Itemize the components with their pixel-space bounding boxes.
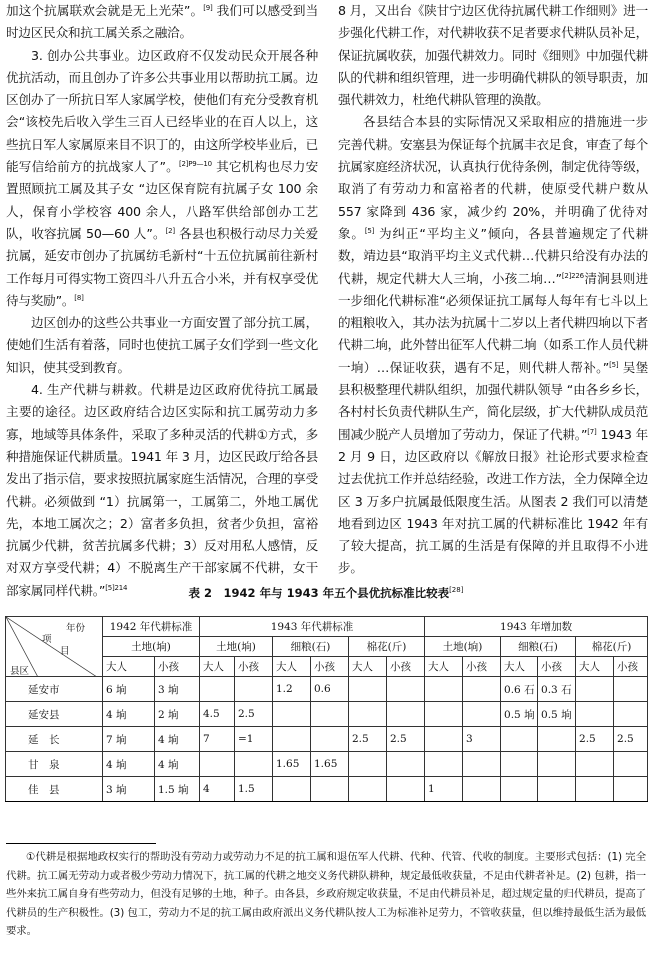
table-cell xyxy=(576,777,614,802)
adult-header: 大人 xyxy=(349,657,387,677)
table-cell: 2.5 xyxy=(614,727,648,752)
child-header: 小孩 xyxy=(235,657,273,677)
table-cell xyxy=(387,677,425,702)
table-cell: 0.5 垧 xyxy=(501,702,538,727)
table-cell: 4.5 xyxy=(200,702,235,727)
sub-header: 细粮(石) xyxy=(501,637,576,657)
group-header: 1942 年代耕标准 xyxy=(103,617,200,637)
table-cell xyxy=(349,702,387,727)
adult-header: 大人 xyxy=(576,657,614,677)
sub-header: 棉花(斤) xyxy=(576,637,648,657)
table-cell xyxy=(273,727,311,752)
table-cell xyxy=(614,677,648,702)
table-cell: 2 垧 xyxy=(155,702,200,727)
county-cell: 延安县 xyxy=(6,702,103,727)
footnote-text: ①代耕是根据地政权实行的帮助没有劳动力或劳动力不足的抗工属和退伍军人代耕、代种、代管、代收的制度。主要形式包括：(1) 完全代耕。抗工属无劳动力或者极少劳动力情况下，抗工属的代耕之地交义务代耕队耕种，规定最低收获量，不足由代耕者补足。(2) 包耕，指一些外来抗工属自身有些劳动力，但没有足够的土地，种子。由各县，乡政府规定收获量，不足由代耕员补足，超过规定量的归代耕员，提高了代耕员的生产积极性。(3) 包工，劳动力不足的抗工属由政府派出义务代耕队按人工为标准补足劳力，不管收获量，但以维持最低生活为最低要求。 xyxy=(6,851,646,938)
table-cell: 7 垧 xyxy=(103,727,155,752)
table-cell xyxy=(425,752,463,777)
left-paragraph-1: 加这个抗属联欢会就是无上光荣”。[9] 我们可以感受到当时边区民众和抗工属关系之融洽。 xyxy=(6,3,318,41)
table-cell xyxy=(614,702,648,727)
footnote-divider xyxy=(6,843,156,844)
right-column xyxy=(338,0,648,580)
table-cell: 0.3 石 xyxy=(538,677,576,702)
table-cell xyxy=(614,752,648,777)
table-cell xyxy=(463,777,501,802)
table-cell: 4 垧 xyxy=(103,752,155,777)
table-cell xyxy=(463,752,501,777)
table-cell xyxy=(349,752,387,777)
table-cell xyxy=(349,777,387,802)
table-cell: 3 垧 xyxy=(103,777,155,802)
child-header: 小孩 xyxy=(311,657,349,677)
sub-header: 土地(垧) xyxy=(200,637,273,657)
table-cell: 1 xyxy=(425,777,463,802)
adult-header: 大人 xyxy=(200,657,235,677)
comparison-table xyxy=(5,616,647,802)
table-cell xyxy=(273,702,311,727)
table-cell: 2.5 xyxy=(235,702,273,727)
table-cell xyxy=(273,777,311,802)
table-cell xyxy=(200,677,235,702)
table-cell xyxy=(235,752,273,777)
table-corner-cell xyxy=(6,617,103,677)
group-header: 1943 年代耕标准 xyxy=(200,617,425,637)
table-cell: =1 xyxy=(235,727,273,752)
table-cell xyxy=(425,677,463,702)
corner-county: 县区 xyxy=(10,666,30,677)
table-cell: 1.65 xyxy=(311,752,349,777)
table-cell: 1.65 xyxy=(273,752,311,777)
left-paragraph-2: 3. 创办公共事业。边区政府不仅发动民众开展各种优抗活动，而且创办了许多公共事业用以帮助抗工属。边区创办了一所抗日军人家属学校，使他们有充分受教育机会“该校先后收入学生三百人已经毕业的在百人以上，这些抗日军人家属原来目不识丁的，由这所学校毕业后，已能写信给前方的抗战家人了”。$^{[2]P9—10}$ 其它机构也尽力安置照顾抗工属及其子女 “边区保育院有抗属子女 100 余人，保育小学校容 400 余人，八路军供给部创办工艺队，收容抗属 50—60 人”。[2] 各县也积极行动尽力关爱抗属，延安市创办了抗属纺毛新村“十五位抗属前往新村工作每月可得实物工资四斗八升五合小米，并有权享受优待与奖励”。[8] xyxy=(6,47,318,308)
table-cell xyxy=(200,752,235,777)
table-cell: 0.6 石 xyxy=(501,677,538,702)
corner-year: 年份 xyxy=(66,623,86,634)
table-cell xyxy=(235,677,273,702)
table-cell xyxy=(311,727,349,752)
adult-header: 大人 xyxy=(425,657,463,677)
adult-header: 大人 xyxy=(273,657,311,677)
sub-header: 土地(垧) xyxy=(103,637,200,657)
right-paragraph-1: 8 月，又出台《陕甘宁边区优待抗属代耕工作细则》进一步强化代耕工作，对代耕收获不足者要求代耕队员补足，保证抗属收获，加强代耕效力。同时《细则》中加强代耕队的代耕和组织管理，进一步明确代耕队的领导职责，加强代耕效力，杜绝代耕队管理的涣散。 xyxy=(338,3,648,108)
child-header: 小孩 xyxy=(614,657,648,677)
group-header: 1943 年增加数 xyxy=(425,617,648,637)
table-cell: 1.5 垧 xyxy=(155,777,200,802)
table-cell xyxy=(501,777,538,802)
table-row xyxy=(6,677,648,702)
left-column xyxy=(6,0,318,602)
table-cell xyxy=(311,702,349,727)
corner-item-1: 项 xyxy=(42,634,52,645)
child-header: 小孩 xyxy=(155,657,200,677)
table-cell: 4 垧 xyxy=(155,727,200,752)
table-cell xyxy=(538,752,576,777)
child-header: 小孩 xyxy=(463,657,501,677)
table-row xyxy=(6,727,648,752)
table-cell xyxy=(387,777,425,802)
table-cell xyxy=(576,677,614,702)
left-paragraph-3: 边区创办的这些公共事业一方面安置了部分抗工属，使她们生活有着落，同时也使抗工属子女们学到一些文化知识，使其受到教育。 xyxy=(6,315,318,375)
table-cell xyxy=(387,752,425,777)
table-cell: 4 xyxy=(200,777,235,802)
table-cell xyxy=(425,727,463,752)
table-cell: 7 xyxy=(200,727,235,752)
table-cell xyxy=(501,727,538,752)
sub-header: 细粮(石) xyxy=(273,637,349,657)
table-cell xyxy=(501,752,538,777)
table-cell: 0.6 xyxy=(311,677,349,702)
table-row xyxy=(6,752,648,777)
footnote-marker: ① xyxy=(256,426,268,442)
table-row xyxy=(6,702,648,727)
table-cell: 3 垧 xyxy=(155,677,200,702)
table-cell: 4 垧 xyxy=(155,752,200,777)
sub-header: 土地(垧) xyxy=(425,637,501,657)
table-cell xyxy=(463,677,501,702)
table-cell xyxy=(538,727,576,752)
table-cell: 2.5 xyxy=(349,727,387,752)
table-cell xyxy=(463,702,501,727)
table-cell: 3 xyxy=(463,727,501,752)
table-cell xyxy=(349,677,387,702)
child-header: 小孩 xyxy=(387,657,425,677)
table-cell: 0.5 垧 xyxy=(538,702,576,727)
table-cell: 2.5 xyxy=(576,727,614,752)
right-paragraph-2: 各县结合本县的实际情况又采取相应的措施进一步完善代耕。安塞县为保证每个抗属丰衣足食，审查了每个抗属家庭经济状况，认真执行优待条例，制定优待等级，取消了有劳动力和富裕者的代耕，使原受代耕户数从 557 家降到 436 家，减少约 20%，并明确了优待对象。[5] 为纠正“平均主义”倾向，各县普遍规定了代耕数，靖边县“取消平均主义式代耕…代耕只给没有办法的代耕，规定代耕大人三垧，小孩二垧…”$^{[2]226}$清涧县则进一步细化代耕标准“必须保证抗工属每人每年有七斗以上的粗粮收入，其办法为抗属十二岁以上者代耕四垧以下者代耕二垧，此外替出征军人代耕二垧（如系工作人员代耕一垧）…保证收获，遇有不足，则代耕人帮补。”[5] 吴堡县积极整理代耕队组织，加强代耕队领导 “由各乡乡长，各村村长负责代耕队生产，简化层级，扩大代耕队成员范围减少脱产人员增加了劳动力，保证了代耕。”[7] 1943 年 2 月 9 日，边区政府以《解放日报》社论形式要求检查过去优抗工作并总结经验，改进工作方法，全力保障全边区 3 万多户抗属最低限度生活。从图表 2 我们可以清楚地看到边区 1943 年对抗工属的代耕标准比 1942 年有了较大提高，抗工属的生活是有保障的并且取得不小进步。 xyxy=(338,114,649,576)
table-cell xyxy=(614,777,648,802)
left-paragraph-4: 4. 生产代耕与耕救。代耕是边区政府优待抗工属最主要的途径。边区政府结合边区实际和抗工属劳动力多寡，地域等具体条件，采取了多种灵活的代耕①方式，多种措施保证代耕质量。1941 年 3 月，边区民政厅给各县发出了指示信，要求按照抗属家庭生活情况，合理的享受代耕。必须做到 “1）抗属第一，工属第二，外地工属优先，本地工属次之；2）富者多负担，贫者少负担，富裕抗属少代耕，贫苦抗属多代耕；3）反对用私人感情，反对双方享受代耕；4）不脱离生产干部家属不代耕，女干部家属同样代耕。”$^{[5]214}$ xyxy=(6,382,318,598)
adult-header: 大人 xyxy=(501,657,538,677)
county-cell: 甘 泉 xyxy=(6,752,103,777)
table-cell: 2.5 xyxy=(387,727,425,752)
table-cell: 4 垧 xyxy=(103,702,155,727)
table-row xyxy=(6,777,648,802)
table-cell xyxy=(576,752,614,777)
table-cell xyxy=(311,777,349,802)
table-cell: 6 垧 xyxy=(103,677,155,702)
sub-header: 棉花(斤) xyxy=(349,637,425,657)
corner-item-2: 目 xyxy=(60,646,70,657)
county-cell: 延安市 xyxy=(6,677,103,702)
county-cell: 延 长 xyxy=(6,727,103,752)
table-cell xyxy=(425,702,463,727)
county-cell: 佳 县 xyxy=(6,777,103,802)
footnote xyxy=(6,848,646,941)
adult-header: 大人 xyxy=(103,657,155,677)
table-cell: 1.5 xyxy=(235,777,273,802)
child-header: 小孩 xyxy=(538,657,576,677)
table-cell: 1.2 xyxy=(273,677,311,702)
table-caption: 表 2 1942 年与 1943 年五个县优抗标准比较表[28] xyxy=(188,586,464,600)
table-cell xyxy=(387,702,425,727)
table-cell xyxy=(576,702,614,727)
table-cell xyxy=(538,777,576,802)
